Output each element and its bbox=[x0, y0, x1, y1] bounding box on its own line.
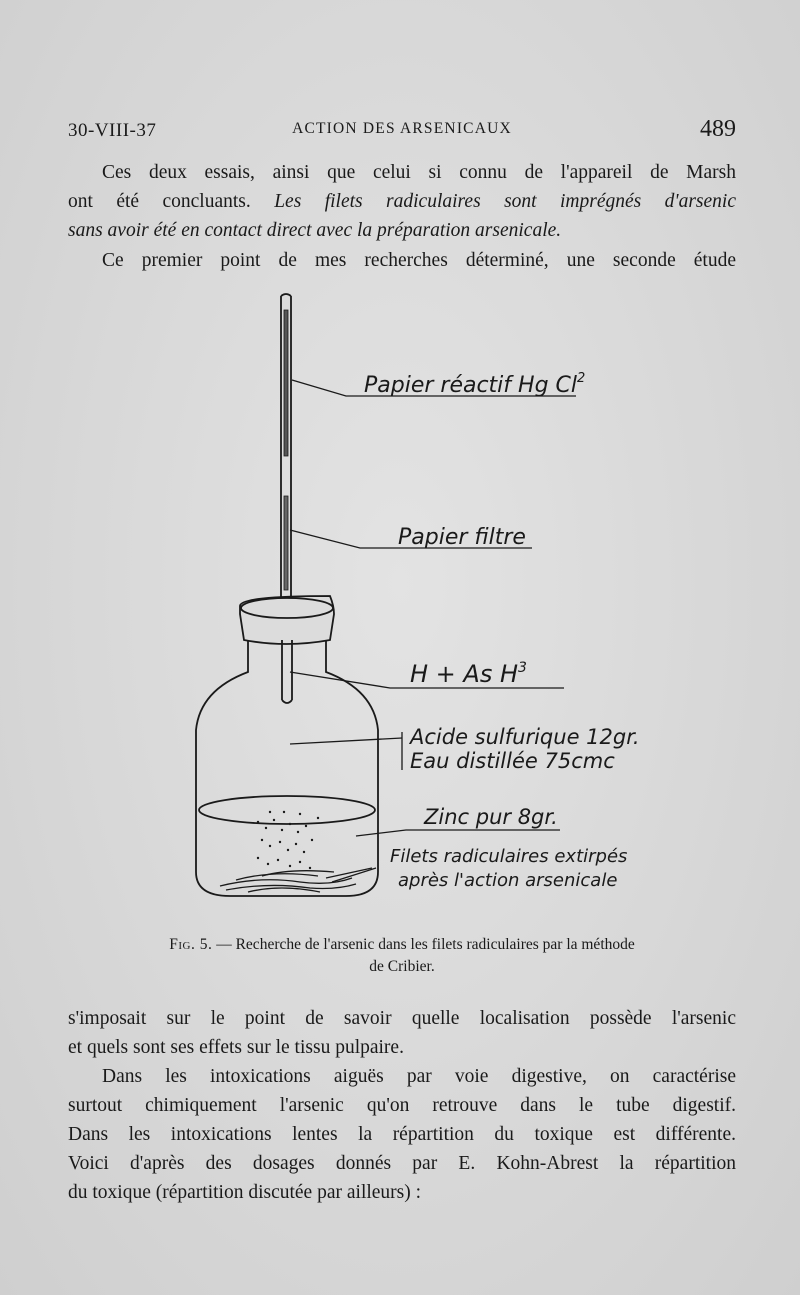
paragraph-2 bbox=[68, 246, 736, 275]
liquid-surface bbox=[199, 796, 375, 824]
label-filter-paper: Papier filtre bbox=[398, 525, 526, 550]
paragraph-3-line-2: et quels sont ses effets sur le tissu pulpaire. bbox=[68, 1037, 404, 1058]
header-title: ACTION DES ARSENICAUX bbox=[292, 120, 512, 137]
label-reagent-paper: Papier réactif Hg Cl$^2$ bbox=[364, 371, 586, 398]
paragraph-4-line-1: Dans les intoxications aiguës par voie digestive, on caractérise bbox=[102, 1066, 736, 1087]
figure-labels bbox=[364, 371, 640, 891]
caption-line-2: de Cribier. bbox=[369, 958, 435, 975]
bottle bbox=[196, 640, 378, 896]
label-acid: Acide sulfurique 12gr. bbox=[410, 725, 640, 749]
header-date: 30-VIII-37 bbox=[68, 120, 157, 141]
label-zinc: Zinc pur 8gr. bbox=[424, 805, 558, 829]
paragraph-4-line-2: surtout chimiquement l'arsenic qu'on retrouve dans le tube digestif. bbox=[68, 1095, 736, 1116]
emphasis-text: Les filets radiculaires sont imprégnés d'arsenic bbox=[274, 191, 736, 212]
label-gas: H + As $H^3$ bbox=[410, 660, 527, 688]
caption-text: — Recherche de l'arsenic dans les filets radiculaires par la méthode bbox=[212, 936, 635, 953]
paragraph-3 bbox=[68, 1004, 736, 1062]
figure-caption bbox=[68, 934, 736, 978]
reagent-paper-strip bbox=[284, 310, 288, 456]
label-filets-line-1: Filets radiculaires extirpés bbox=[390, 846, 628, 867]
caption-label: Fig. 5. bbox=[169, 936, 213, 953]
cribier-apparatus-figure bbox=[0, 280, 800, 920]
paragraph-4-line-4: Voici d'après des dosages donnés par E. Kohn-Abrest la répartition bbox=[68, 1153, 736, 1174]
paragraph-4 bbox=[68, 1062, 736, 1207]
paragraph-1 bbox=[68, 158, 736, 245]
filter-paper-strip bbox=[284, 496, 288, 590]
paragraph-1-line-1: Ces deux essais, ainsi que celui si connu de l'appareil de Marsh bbox=[102, 162, 736, 183]
paragraph-1-line-3: sans avoir été en contact direct avec la préparation arsenicale. bbox=[68, 220, 562, 241]
paragraph-3-line-1: s'imposait sur le point de savoir quelle localisation possède l'arsenic bbox=[68, 1008, 736, 1029]
gas-bubbles bbox=[257, 811, 319, 869]
page-number: 489 bbox=[700, 116, 736, 142]
running-head bbox=[68, 112, 736, 148]
paragraph-1-line-2: ont été concluants. Les filets radiculaires sont imprégnés d'arsenic bbox=[68, 191, 736, 212]
paragraph-2-line-1: Ce premier point de mes recherches déterminé, une seconde étude bbox=[102, 250, 736, 271]
paragraph-4-line-3: Dans les intoxications lentes la répartition du toxique est différente. bbox=[68, 1124, 736, 1145]
paragraph-4-line-5: du toxique (répartition discutée par ailleurs) : bbox=[68, 1182, 422, 1203]
label-water: Eau distillée 75cmc bbox=[410, 749, 615, 773]
label-filets-line-2: après l'action arsenicale bbox=[398, 870, 618, 891]
stopper bbox=[240, 596, 334, 644]
